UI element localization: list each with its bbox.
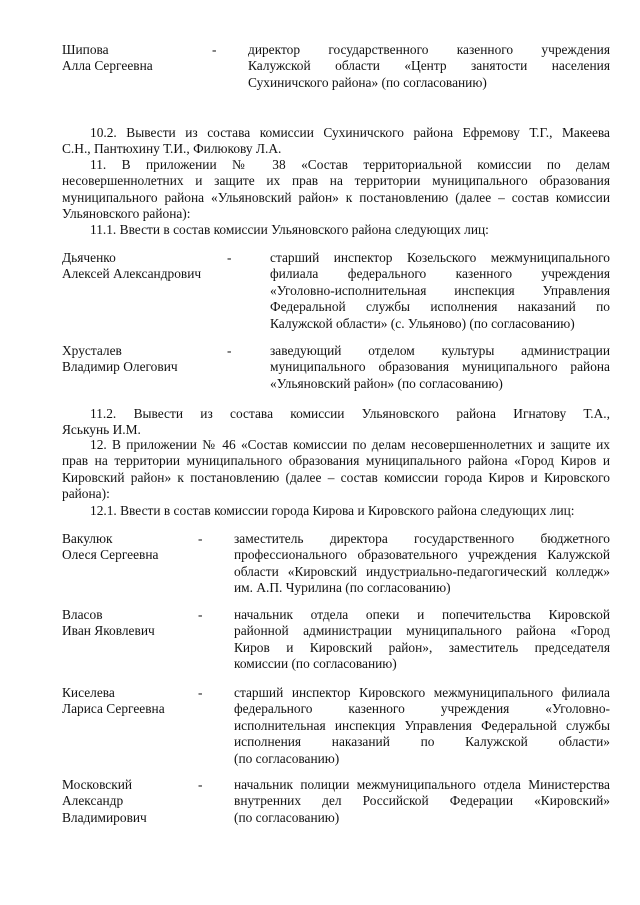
member-position: старший инспектор Козельского межмуниципального филиала федерального казенного учреждения «Уголовно-исполнительная инспекция Управления Федеральной службы исполнения наказаний по Калужской области» (с. Ульяново) (по согласованию) [270, 250, 610, 331]
dash: - [227, 343, 232, 358]
dash: - [198, 531, 203, 546]
member-name: Дьяченко Алексей Александрович [62, 250, 202, 282]
paragraph-12: 12. В приложении № 46 «Состав комиссии по делам несовершеннолетних и защите их прав на территории муниципального образования муниципального района «Город Киров и Кировский район» к постановлению (далее – состав комиссии города Киров и Кировского района): [62, 437, 610, 502]
member-name: Шипова Алла Сергеевна [62, 42, 153, 74]
paragraph-11: 11. В приложении № 38 «Состав территориальной комиссии по делам несовершеннолетних и защите их прав на территории муниципального образования муниципального района «Ульяновский район» к постановлению (далее – состав комиссии Ульяновского района): [62, 157, 610, 222]
member-name: Московский Александр Владимирович [62, 777, 147, 825]
paragraph-11-2: 11.2. Вывести из состава комиссии Ульяновского района Игнатову Т.А., Яськунь И.М. [62, 406, 610, 438]
member-position: начальник полиции межмуниципального отдела Министерства внутренних дел Российской Федерации «Кировский» (по согласованию) [234, 777, 610, 825]
member-position: заведующий отделом культуры администрации муниципального образования муниципального района «Ульяновский район» (по согласованию) [270, 343, 610, 391]
paragraph-10-2: 10.2. Вывести из состава комиссии Сухиничского района Ефремову Т.Г., Макеева С.Н., Пантюхину Т.И., Филюкову Л.А. [62, 125, 610, 157]
member-position: начальник отдела опеки и попечительства Кировской районной администрации муниципального района «Город Киров и Кировский район», заместитель председателя комиссии (по согласованию) [234, 607, 610, 672]
member-name: Хрусталев Владимир Олегович [62, 343, 178, 375]
member-name: Киселева Лариса Сергеевна [62, 685, 165, 717]
member-name: Вакулюк Олеся Сергеевна [62, 531, 159, 563]
paragraph-12-1: 12.1. Ввести в состав комиссии города Кирова и Кировского района следующих лиц: [90, 503, 575, 518]
paragraph-11-1: 11.1. Ввести в состав комиссии Ульяновского района следующих лиц: [90, 222, 489, 237]
dash: - [198, 777, 203, 792]
member-name: Власов Иван Яковлевич [62, 607, 155, 639]
dash: - [212, 42, 217, 57]
member-position: директор государственного казенного учреждения Калужской области «Центр занятости населения Сухиничского района» (по согласованию) [248, 42, 610, 90]
dash: - [227, 250, 232, 265]
member-position: заместитель директора государственного бюджетного профессионального образовательного учреждения Калужской области «Кировский индустриально-педагогический колледж» им. А.П. Чурилина (по согласованию) [234, 531, 610, 596]
dash: - [198, 607, 203, 622]
dash: - [198, 685, 203, 700]
member-position: старший инспектор Кировского межмуниципального филиала федерального казенного учреждения «Уголовно- исполнительная инспекция Управления Федеральной службы исполнения наказаний по Калужской области» (по согласованию) [234, 685, 610, 766]
